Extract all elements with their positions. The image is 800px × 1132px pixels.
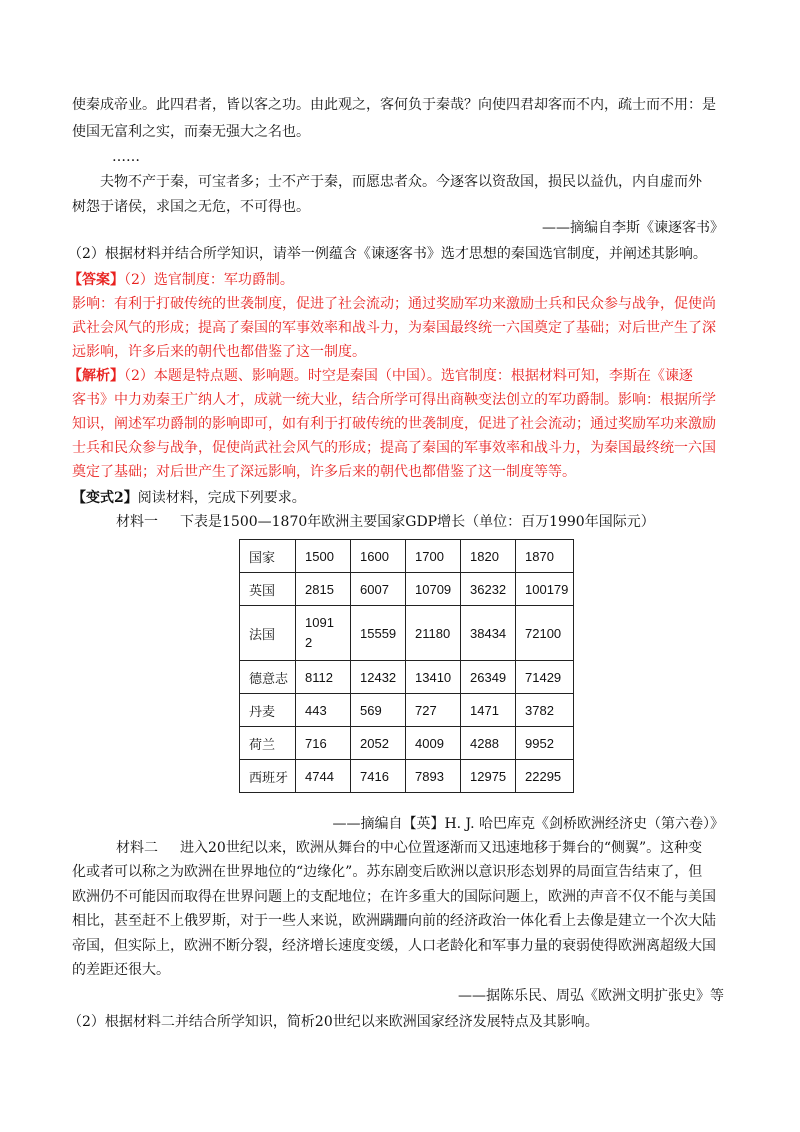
answer-line-2: 影响：有利于打破传统的世袭制度，促进了社会流动；通过奖励军功来激励士兵和民众参与战争，促使尚 — [72, 296, 716, 312]
table-cell: 38434 — [461, 606, 516, 661]
table-cell: 7893 — [406, 760, 461, 793]
table-row — [240, 606, 574, 661]
table-cell: 15559 — [351, 606, 406, 661]
table-row — [240, 760, 574, 793]
table-cell: 727 — [406, 694, 461, 727]
table-cell: 西班牙 — [240, 760, 296, 793]
material2-source: ——据陈乐民、周弘《欧洲文明扩张史》等 — [458, 988, 724, 1004]
answer-line-1 — [68, 270, 294, 290]
table-cell — [296, 606, 351, 661]
question-2: （2）根据材料并结合所学知识，请举一例蕴含《谏逐客书》选才思想的秦国选官制度，并阐述其影响。 — [68, 246, 707, 262]
table-cell: 72100 — [516, 606, 574, 661]
table-cell: 德意志 — [240, 661, 296, 694]
passage-line-4: 树怨于诸侯，求国之无危，不可得也。 — [72, 199, 310, 215]
table-cell: 英国 — [240, 573, 296, 606]
table-cell: 荷兰 — [240, 727, 296, 760]
table-cell: 443 — [296, 694, 351, 727]
table-header-cell: 1700 — [406, 540, 461, 573]
analysis-line-5: 奠定了基础；对后世产生了深远影响，许多后来的朝代也都借鉴了这一制度等等。 — [72, 464, 576, 480]
passage-line-2: 使国无富利之实，而秦无强大之名也。 — [72, 124, 310, 140]
table-cell: 100179 — [516, 573, 574, 606]
analysis-line-1 — [68, 366, 693, 386]
table-cell: 4009 — [406, 727, 461, 760]
table-cell: 6007 — [351, 573, 406, 606]
table-header-cell: 1500 — [296, 540, 351, 573]
answer-line-3: 武社会风气的形成；提高了秦国的军事效率和战斗力，为秦国最终统一六国奠定了基础；对后世产生了深 — [72, 320, 716, 336]
material2-line-4: 相比，甚至赶不上俄罗斯，对于一些人来说，欧洲蹒跚向前的经济政治一体化看上去像是建立一个次大陆 — [72, 913, 716, 929]
table-row — [240, 727, 574, 760]
table-cell: 569 — [351, 694, 406, 727]
passage-ellipsis: …… — [112, 149, 140, 165]
material1-label: 材料一 — [116, 514, 158, 530]
table-row — [240, 661, 574, 694]
table-cell: 4288 — [461, 727, 516, 760]
table-cell: 21180 — [406, 606, 461, 661]
material2-line-6: 的差距还很大。 — [72, 962, 170, 978]
table-cell: 7416 — [351, 760, 406, 793]
passage-line-1: 使秦成帝业。此四君者，皆以客之功。由此观之，客何负于秦哉？向使四君却客而不内，疏士而不用：是 — [72, 97, 716, 113]
table-cell: 4744 — [296, 760, 351, 793]
analysis-tag: 【解析】 — [68, 368, 124, 384]
table-cell: 丹麦 — [240, 694, 296, 727]
table-cell: 3782 — [516, 694, 574, 727]
table-cell: 716 — [296, 727, 351, 760]
answer-tag: 【答案】 — [68, 272, 124, 288]
analysis-line-4: 士兵和民众参与战争，促使尚武社会风气的形成；提高了秦国的军事效率和战斗力，为秦国最终统一六国 — [72, 440, 716, 456]
analysis-line-3: 知识，阐述军功爵制的影响即可，如有利于打破传统的世袭制度，促进了社会流动；通过奖励军功来激励 — [72, 416, 716, 432]
variant-line — [72, 488, 306, 508]
variant-tag: 【变式2】 — [72, 490, 138, 506]
analysis-text-1: （2）本题是特点题、影响题。时空是秦国（中国）。选官制度：根据材料可知，李斯在《谏逐 — [124, 368, 693, 384]
table-cell: 12432 — [351, 661, 406, 694]
table-row — [240, 694, 574, 727]
table-header-row — [240, 540, 574, 573]
answer-line-4: 远影响，许多后来的朝代也都借鉴了这一制度。 — [72, 344, 366, 360]
gdp-table — [239, 539, 574, 793]
table-cell: 8112 — [296, 661, 351, 694]
answer-text-1: （2）选官制度：军功爵制。 — [124, 272, 294, 288]
table-cell: 9952 — [516, 727, 574, 760]
table-row — [240, 573, 574, 606]
variant-text: 阅读材料，完成下列要求。 — [137, 490, 306, 506]
passage-source: ——摘编自李斯《谏逐客书》 — [542, 220, 724, 236]
table-cell: 法国 — [240, 606, 296, 661]
table-cell: 2052 — [351, 727, 406, 760]
table-header-cell: 1600 — [351, 540, 406, 573]
question-last: （2）根据材料二并结合所学知识，简析20世纪以来欧洲国家经济发展特点及其影响。 — [68, 1014, 599, 1030]
table-cell: 22295 — [516, 760, 574, 793]
table-cell: 2815 — [296, 573, 351, 606]
material1-caption-line — [116, 512, 655, 532]
material1-source: ——摘编自【英】H. J. 哈巴库克《剑桥欧洲经济史（第六卷）》 — [332, 816, 724, 832]
material2-line-3: 欧洲仍不可能因而取得在世界问题上的支配地位；在许多重大的国际问题上，欧洲的声音不仅不能与美国 — [72, 889, 716, 905]
table-cell-text: 10912 — [305, 615, 334, 650]
table-cell: 26349 — [461, 661, 516, 694]
material2-line-1 — [116, 838, 702, 858]
material2-label: 材料二 — [116, 840, 158, 856]
table-cell: 71429 — [516, 661, 574, 694]
table-cell: 10709 — [406, 573, 461, 606]
table-header-cell: 1870 — [516, 540, 574, 573]
table-header-cell: 1820 — [461, 540, 516, 573]
material2-line-5: 帝国，但实际上，欧洲不断分裂，经济增长速度变缓，人口老龄化和军事力量的衰弱使得欧洲离超级大国 — [72, 938, 716, 954]
table-cell: 13410 — [406, 661, 461, 694]
material2-text-1: 进入20世纪以来，欧洲从舞台的中心位置逐渐而又迅速地移于舞台的“侧翼”。这种变 — [180, 840, 703, 856]
table-header-cell: 国家 — [240, 540, 296, 573]
material2-line-2: 化或者可以称之为欧洲在世界地位的“边缘化”。苏东剧变后欧洲以意识形态划界的局面宣告结束了，但 — [72, 864, 703, 880]
table-cell: 1471 — [461, 694, 516, 727]
material1-caption: 下表是1500—1870年欧洲主要国家GDP增长（单位：百万1990年国际元） — [180, 514, 655, 530]
passage-line-3: 夫物不产于秦，可宝者多；士不产于秦，而愿忠者众。今逐客以资敌国，损民以益仇，内自虚而外 — [100, 174, 702, 190]
table-cell: 36232 — [461, 573, 516, 606]
table-cell: 12975 — [461, 760, 516, 793]
analysis-line-2: 客书》中力劝秦王广纳人才，成就一统大业，结合所学可得出商鞅变法创立的军功爵制。影响：根据所学 — [72, 392, 716, 408]
